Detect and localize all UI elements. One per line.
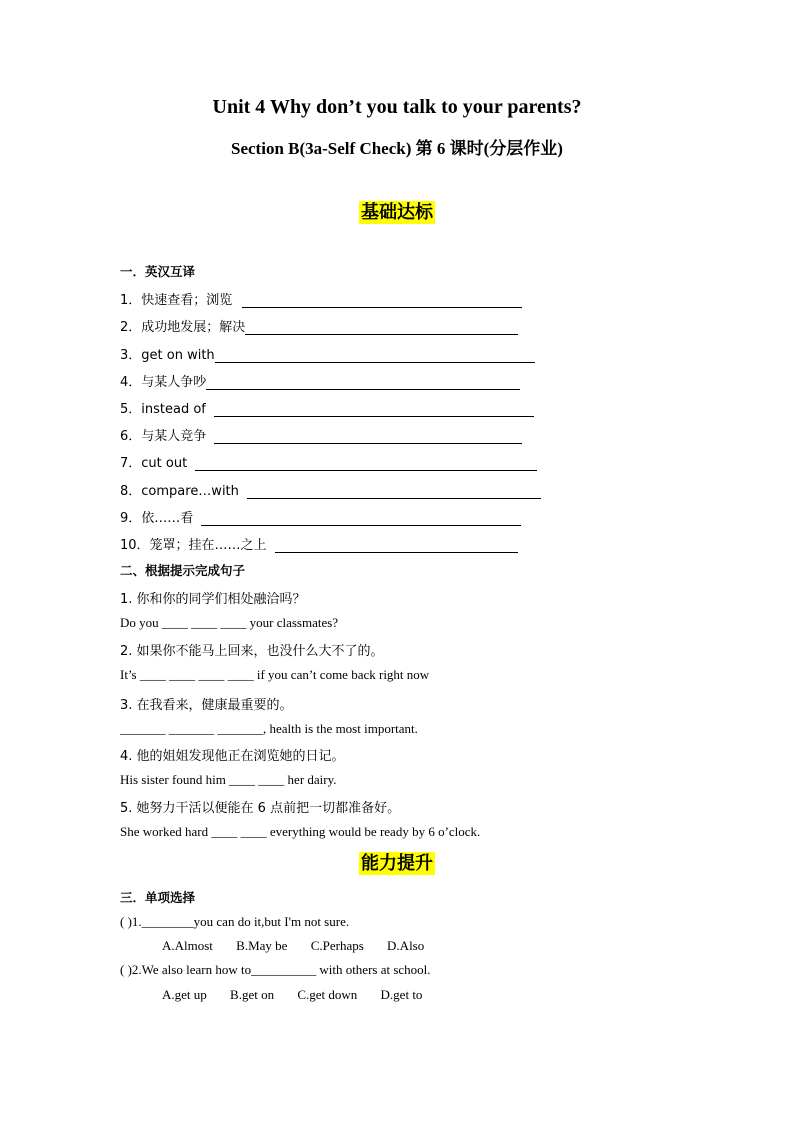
answer-blank[interactable] (247, 485, 541, 499)
answer-blank[interactable] (206, 376, 520, 390)
sentence-4-english: His sister found him ____ ____ her dairy. (120, 772, 337, 787)
answer-blank[interactable] (195, 457, 537, 471)
item-label: 8．compare…with (120, 484, 239, 499)
sentence-1-english: Do you ____ ____ ____ your classmates? (120, 615, 339, 630)
translation-item-9 (120, 507, 521, 526)
sentence-3-english: _______ _______ _______, health is the most important. (120, 721, 418, 736)
option-b[interactable]: B.get on (230, 987, 275, 1002)
section3-heading: 三．单项选择 (120, 890, 196, 905)
level-heading-basic-label: 基础达标 (361, 202, 433, 223)
level-heading-basic (0, 198, 794, 224)
sentence-5-chinese: 5. 她努力干活以便能在 6 点前把一切都准备好。 (120, 801, 401, 816)
section2-heading: 二、根据提示完成句子 (120, 563, 246, 578)
translation-item-6 (120, 425, 522, 444)
sentence-4-chinese: 4. 他的姐姐发现他正在浏览她的日记。 (120, 749, 345, 764)
answer-blank[interactable] (275, 539, 518, 553)
sentence-1-chinese: 1. 你和你的同学们相处融洽吗？ (120, 592, 306, 607)
sentence-2-english: It’s ____ ____ ____ ____ if you can’t come back right now (120, 667, 430, 682)
translation-item-7 (120, 452, 537, 471)
choice-question-1: ( )1.________you can do it,but I'm not sure. (120, 914, 350, 929)
answer-blank[interactable] (242, 294, 522, 308)
sentence-3-chinese: 3. 在我看来，健康最重要的。 (120, 698, 293, 713)
page-title: Unit 4 Why don’t you talk to your parents? (212, 96, 582, 118)
translation-item-8 (120, 480, 541, 499)
choice-options-1 (162, 938, 444, 954)
sentence-2-chinese: 2. 如果你不能马上回来，也没什么大不了的。 (120, 644, 384, 659)
answer-blank[interactable] (201, 512, 521, 526)
item-label: 6．与某人竞争 (120, 429, 207, 444)
translation-item-1 (120, 289, 522, 308)
translation-item-5 (120, 398, 534, 417)
option-a[interactable]: A.Almost (162, 938, 213, 953)
answer-blank[interactable] (245, 321, 518, 335)
level-heading-advanced-label: 能力提升 (361, 853, 433, 874)
choice-options-2 (162, 987, 442, 1003)
item-label: 4．与某人争吵 (120, 375, 207, 390)
option-c[interactable]: C.Perhaps (310, 938, 364, 953)
option-b[interactable]: B.May be (236, 938, 288, 953)
item-label: 3．get on with (120, 348, 215, 363)
sentence-5-english: She worked hard ____ ____ everything would be ready by 6 o’clock. (120, 824, 481, 839)
option-a[interactable]: A.get up (162, 987, 207, 1002)
item-label: 9．依……看 (120, 511, 194, 526)
option-d[interactable]: D.get to (380, 987, 423, 1002)
answer-blank[interactable] (214, 403, 534, 417)
item-label: 2．成功地发展；解决 (120, 320, 246, 335)
translation-item-2 (120, 316, 518, 335)
translation-item-10 (120, 534, 518, 553)
page-subtitle: Section B(3a-Self Check) 第 6 课时(分层作业) (231, 139, 563, 158)
choice-question-2: ( )2.We also learn how to__________ with others at school. (120, 962, 431, 977)
level-heading-advanced (0, 849, 794, 875)
option-d[interactable]: D.Also (387, 938, 425, 953)
item-label: 5．instead of (120, 402, 206, 417)
item-label: 10．笼罩；挂在……之上 (120, 538, 267, 553)
item-label: 7．cut out (120, 456, 188, 471)
option-c[interactable]: C.get down (297, 987, 358, 1002)
answer-blank[interactable] (214, 430, 522, 444)
item-label: 1．快速查看；浏览 (120, 293, 233, 308)
translation-item-3 (120, 344, 535, 363)
translation-item-4 (120, 371, 520, 390)
answer-blank[interactable] (215, 349, 535, 363)
section1-heading: 一．英汉互译 (120, 264, 196, 279)
